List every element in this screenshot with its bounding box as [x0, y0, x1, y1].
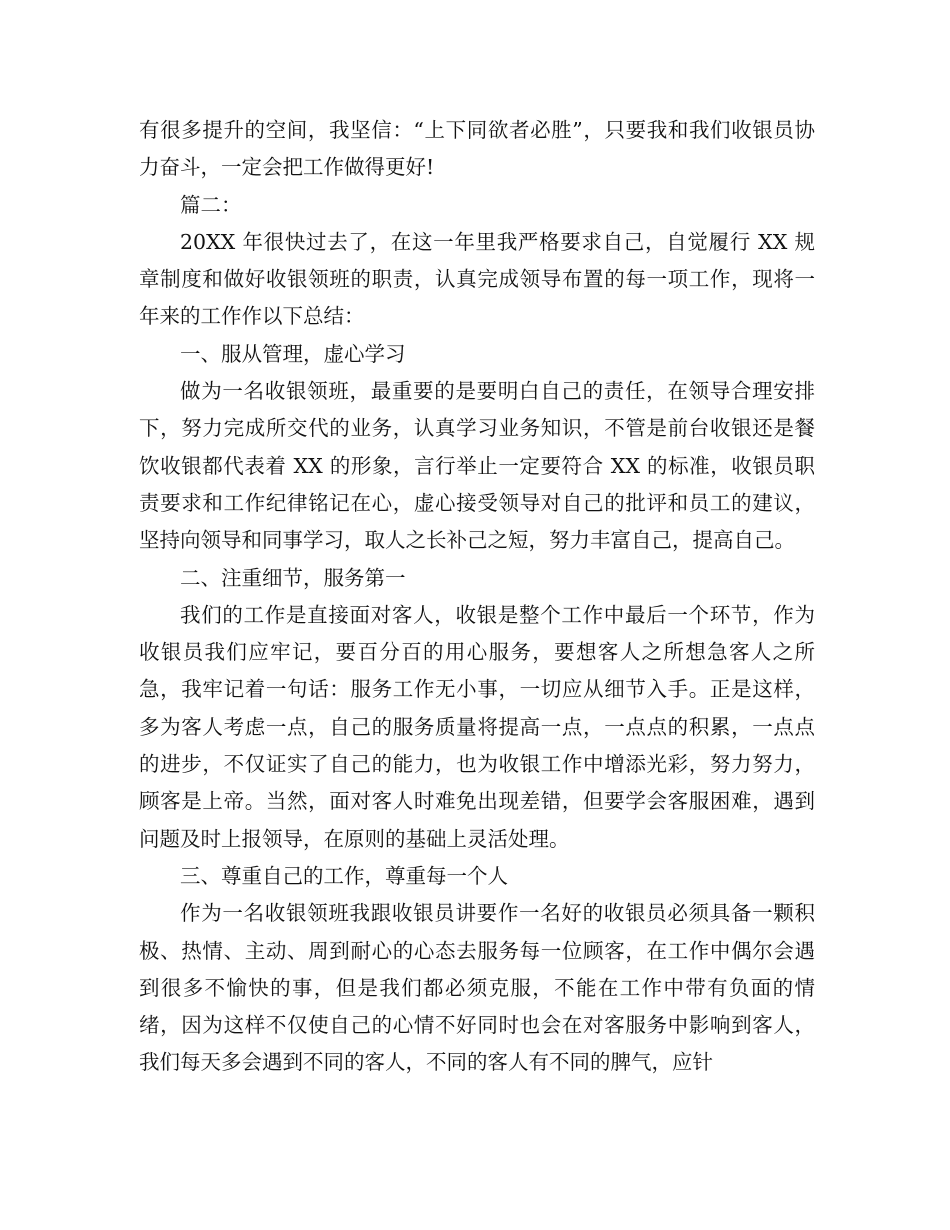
paragraph-intro: 20XX 年很快过去了，在这一年里我严格要求自己，自觉履行 XX 规章制度和做好收银领班的职责，认真完成领导布置的每一项工作，现将一年来的工作作以下总结： — [139, 229, 815, 329]
paragraph-continuation: 有很多提升的空间，我坚信：“上下同欲者必胜”，只要我和我们收银员协力奋斗，一定会把工作做得更好! — [139, 118, 815, 180]
paragraph-section-1: 做为一名收银领班，最重要的是要明白自己的责任，在领导合理安排下，努力完成所交代的业务，认真学习业务知识，不管是前台收银还是餐饮收银都代表着 XX 的形象，言行举止一定要符合 XX 的标准，收银员职责要求和工作纪律铭记在心，虚心接受领导对自己的批评和员工的建议，坚持向领导和同事学习，取人之长补己之短，努力丰富自己，提高自己。 — [139, 379, 815, 553]
paragraph-section-2: 我们的工作是直接面对客人，收银是整个工作中最后一个环节，作为收银员我们应牢记，要百分百的用心服务，要想客人之所想急客人之所急，我牢记着一句话：服务工作无小事，一切应从细节入手。正是这样，多为客人考虑一点，自己的服务质量将提高一点，一点点的积累，一点点的进步，不仅证实了自己的能力，也为收银工作中增添光彩，努力努力，顾客是上帝。当然，面对客人时难免出现差错，但要学会客服困难，遇到问题及时上报领导，在原则的基础上灵活处理。 — [139, 602, 815, 851]
section-heading-2: 二、注重细节，服务第一 — [180, 565, 406, 590]
paragraph-section-3: 作为一名收银领班我跟收银员讲要作一名好的收银员必须具备一颗积极、热情、主动、周到耐心的心态去服务每一位顾客，在工作中偶尔会遇到很多不愉快的事，但是我们都必须克服，不能在工作中带有负面的情绪，因为这样不仅使自己的心情不好同时也会在对客服务中影响到客人，我们每天多会遇到不同的客人，不同的客人有不同的脾气，应针 — [139, 901, 815, 1075]
document-body — [139, 112, 815, 1082]
section-heading-3: 三、尊重自己的工作，尊重每一个人 — [180, 863, 508, 888]
section-heading-1: 一、服从管理，虚心学习 — [180, 341, 406, 366]
section-label: 篇二： — [180, 192, 242, 217]
